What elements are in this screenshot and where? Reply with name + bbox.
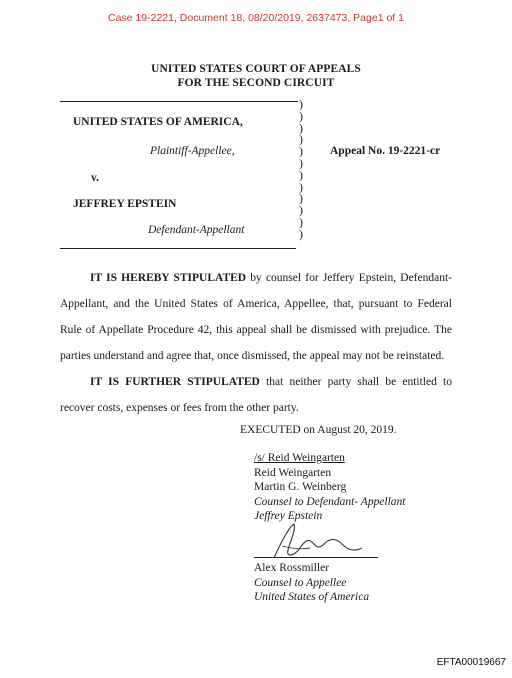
counsel-client: Jeffrey Epstein	[254, 510, 323, 523]
caption-paren-mark: )	[299, 191, 303, 206]
signature-block-government	[254, 561, 369, 605]
caption-parentheses	[299, 99, 303, 241]
caption-bottom-rule	[60, 248, 296, 249]
government-counsel-title: Counsel to Appellee	[254, 576, 347, 589]
executed-date: EXECUTED on August 20, 2019.	[240, 424, 397, 436]
court-title	[0, 62, 512, 90]
stipulation-lead-1: IT IS HEREBY STIPULATED	[90, 272, 247, 284]
stipulation-body	[60, 265, 452, 421]
electronic-signature: /s/ Reid Weingarten	[254, 452, 345, 464]
counsel-name: Reid Weingarten	[254, 466, 332, 479]
versus: v.	[91, 172, 99, 184]
caption-paren-mark: )	[299, 132, 303, 147]
stipulation-text-2: that neither party shall be entitled to recover costs, expenses or fees from the other party.	[60, 376, 452, 414]
caption-paren-mark: )	[299, 203, 303, 218]
stipulation-paragraph-1	[60, 265, 452, 369]
government-counsel-client: United States of America	[254, 591, 370, 604]
appeal-number: Appeal No. 19-2221-cr	[330, 145, 441, 157]
caption-paren-mark: )	[299, 120, 303, 135]
caption-paren-mark: )	[299, 214, 303, 229]
signature-block-defense	[254, 451, 406, 524]
defendant-name: JEFFREY EPSTEIN	[73, 198, 177, 210]
court-title-line-1: UNITED STATES COURT OF APPEALS	[151, 63, 361, 75]
caption-paren-mark: )	[299, 108, 303, 123]
plaintiff-name: UNITED STATES OF AMERICA,	[73, 116, 243, 128]
plaintiff-role: Plaintiff-Appellee,	[150, 145, 235, 157]
co-counsel-name: Martin G. Weinberg	[254, 481, 347, 494]
caption-paren-mark: )	[299, 155, 303, 170]
stipulation-text-1: by counsel for Jeffery Epstein, Defendant-Appellant, and the United States of America, Appellee, that, pursuant to Federal Rule of Appellate Procedure 42, this appeal shall be dismissed with prejudice. The parties understand and agree that, once dismissed, the appeal may not be reinstated.	[60, 272, 452, 362]
caption-paren-mark: )	[299, 226, 303, 241]
caption-paren-mark: )	[299, 179, 303, 194]
stipulation-lead-2: IT IS FURTHER STIPULATED	[90, 376, 260, 388]
signature-line	[254, 557, 378, 558]
government-counsel-name: Alex Rossmiller	[254, 562, 330, 574]
bates-number: EFTA00019667	[436, 657, 506, 668]
caption-paren-mark: )	[299, 97, 303, 111]
stipulation-paragraph-2	[60, 369, 452, 421]
handwritten-signature	[252, 520, 382, 565]
defendant-role: Defendant-Appellant	[148, 224, 245, 236]
caption-paren-mark: )	[299, 144, 303, 159]
counsel-title: Counsel to Defendant- Appellant	[254, 495, 406, 508]
court-title-line-2: FOR THE SECOND CIRCUIT	[177, 77, 335, 89]
caption-paren-mark: )	[299, 167, 303, 182]
caption-top-rule	[60, 101, 298, 102]
case-filing-stamp: Case 19-2221, Document 18, 08/20/2019, 2637473, Page1 of 1	[108, 12, 404, 24]
